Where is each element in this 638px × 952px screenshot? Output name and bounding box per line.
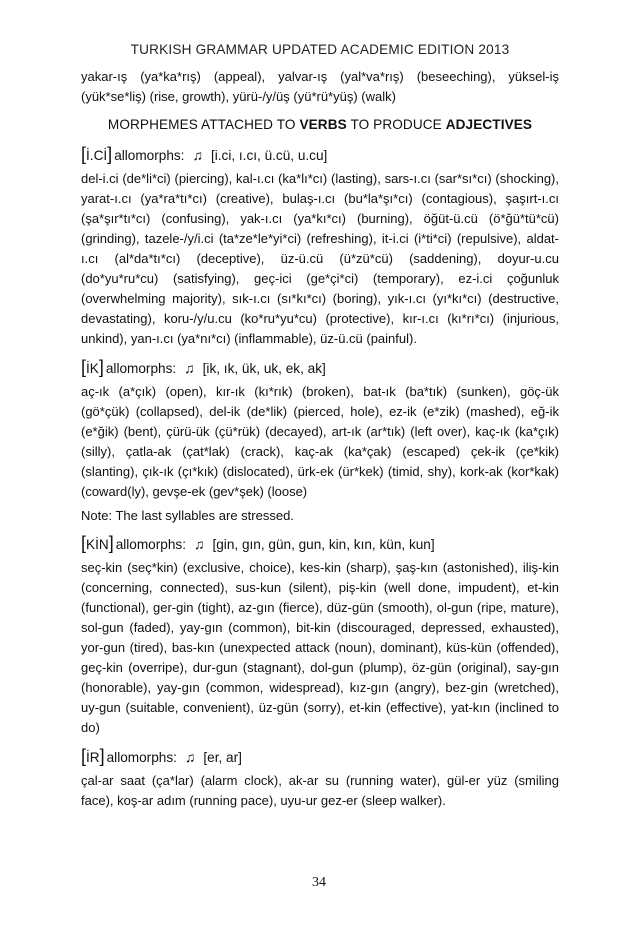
allomorph-forms: [i.ci, ı.cı, ü.cü, u.cu] xyxy=(210,148,328,163)
examples-ik: aç-ık (a*çık) (open), kır-ık (kı*rık) (broken), bat-ık (ba*tık) (sunken), göç-ük (gö*çük) (collapsed), del-ik (de*lik) (pierced, hole), ez-ik (e*zik) (mashed), eğ-ik (e*ğik) (bent), çürü-ük (çü*rük) (decayed), art-ık (ar*tık) (left over), kaç-ık (ka*çık) (silly), çatla-ak (çat*lak) (crack), kaç-ak (ka*çak) (escaped) çek-ik (çe*kik) (slanting), çık-ık (çı*kık) (dislocated), ürk-ek (ür*kek) (timid, shy), kork-ak (kor*kak) (coward(ly), gevşe-ek (gev*şek) (loose) xyxy=(81,384,559,499)
music-note-icon: ♫ xyxy=(184,360,195,376)
suffix-heading-ik: [ İK ] allomorphs: ♫ [ik, ık, ük, uk, ek, ak] xyxy=(81,357,326,377)
allomorphs-label: allomorphs: xyxy=(106,750,177,765)
section-title xyxy=(81,117,559,132)
section-title-prefix: MORPHEMES ATTACHED TO xyxy=(107,117,296,132)
suffix-label: KİN xyxy=(86,537,109,552)
running-header: TURKISH GRAMMAR UPDATED ACADEMIC EDITION 2013 xyxy=(130,42,510,57)
examples-ici: del-i.ci (de*li*ci) (piercing), kal-ı.cı (ka*lı*cı) (lasting), sars-ı.cı (sar*sı*cı) (shocking), yarat-ı.cı (ya*ra*tı*cı) (creative), bulaş-ı.cı (bu*la*şı*cı) (contagious), şaşırt-ı.cı (şa*şır*tı*cı) (confusing), yak-ı.cı (ya*kı*cı) (burning), öğüt-ü.cü (ö*ğü*tü*cü) (grinding), tazele-/y/i.ci (ta*ze*le*yi*ci) (refreshing), it-i.ci (i*ti*ci) (repulsive), aldat-ı.cı (al*da*tı*cı) (deceptive), üz-ü.cü (ü*zü*cü) (saddening), doyur-u.cu (do*yu*ru*cu) (satisfying), geç-ici (ge*çi*ci) (temporary), ez-i.ci çoğunluk (overwhelming majority), sık-ı.cı (sı*kı*cı) (boring), yık-ı.cı (yı*kı*cı) (destructive, devastating), koru-/y/u.cu (ko*ru*yu*cu) (protective), kır-ı.cı (kı*rı*cı) (injurious, unkind), yan-ı.cı (ya*nı*cı) (inflammable), üz-ü.cü (painful). xyxy=(81,171,559,346)
allomorph-forms: [ik, ık, ük, uk, ek, ak] xyxy=(202,361,326,376)
suffix-heading-kin: [ KİN ] allomorphs: ♫ [gin, gın, gün, gun, kin, kın, kün, kun] xyxy=(81,533,435,553)
examples-kin: seç-kin (seç*kin) (exclusive, choice), kes-kin (sharp), şaş-kın (astonished), iliş-kin (concerning, connected), sus-kun (silent), piş-kin (well done, impudent), et-kin (functional), ger-gin (tight), az-gın (fierce), düz-gün (smooth), ol-gun (ripe, mature), sol-gun (faded), yay-gın (common), bit-kin (discouraged, depressed, exhausted), yor-gun (tired), bas-kın (unexpected attack (noun), dominant), küs-kün (offended), geç-kin (overripe), dur-gun (stagnant), dol-gun (plump), öz-gün (original), say-gın (honorable), yay-gın (common, widespread), kız-gın (angry), bez-gin (wretched), uy-gun (suitable, convenient), üz-gün (sorry), et-kin (effective), yat-kın (inclined to do) xyxy=(81,560,559,735)
allomorphs-label: allomorphs: xyxy=(114,148,185,163)
intro-paragraph: yakar-ış (ya*ka*rış) (appeal), yalvar-ış (yal*va*rış) (beseeching), yüksel-iş (yük*se*liş) (rise, growth), yürü-/y/üş (yü*rü*yüş) (walk) xyxy=(81,69,559,104)
allomorph-forms: [gin, gın, gün, gun, kin, kın, kün, kun] xyxy=(212,537,435,552)
suffix-heading-ir: [ İR ] allomorphs: ♫ [er, ar] xyxy=(81,746,242,766)
suffix-label: İ.Cİ xyxy=(86,148,108,163)
allomorphs-label: allomorphs: xyxy=(115,537,186,552)
examples-ir: çal-ar saat (ça*lar) (alarm clock), ak-ar su (running water), gül-er yüz (smiling face), koş-ar adım (running pace), uyu-ur gez-er (sleep walker). xyxy=(81,773,559,808)
suffix-label: İR xyxy=(86,750,100,765)
stress-note: Note: The last syllables are stressed. xyxy=(81,508,294,523)
suffix-label: İK xyxy=(86,361,99,376)
section-title-verbs: VERBS xyxy=(299,117,347,132)
allomorph-forms: [er, ar] xyxy=(203,750,242,765)
page xyxy=(81,42,559,817)
music-note-icon: ♫ xyxy=(193,536,205,552)
section-title-adjectives: ADJECTIVES xyxy=(445,117,533,132)
page-number: 34 xyxy=(312,875,326,890)
suffix-heading-ici: [ İ.Cİ ] allomorphs: ♫ [i.ci, ı.cı, ü.cü, u.cu] xyxy=(81,144,328,164)
music-note-icon: ♫ xyxy=(192,147,203,163)
allomorphs-label: allomorphs: xyxy=(105,361,177,376)
music-note-icon: ♫ xyxy=(184,749,196,765)
section-title-middle: TO PRODUCE xyxy=(350,117,442,132)
